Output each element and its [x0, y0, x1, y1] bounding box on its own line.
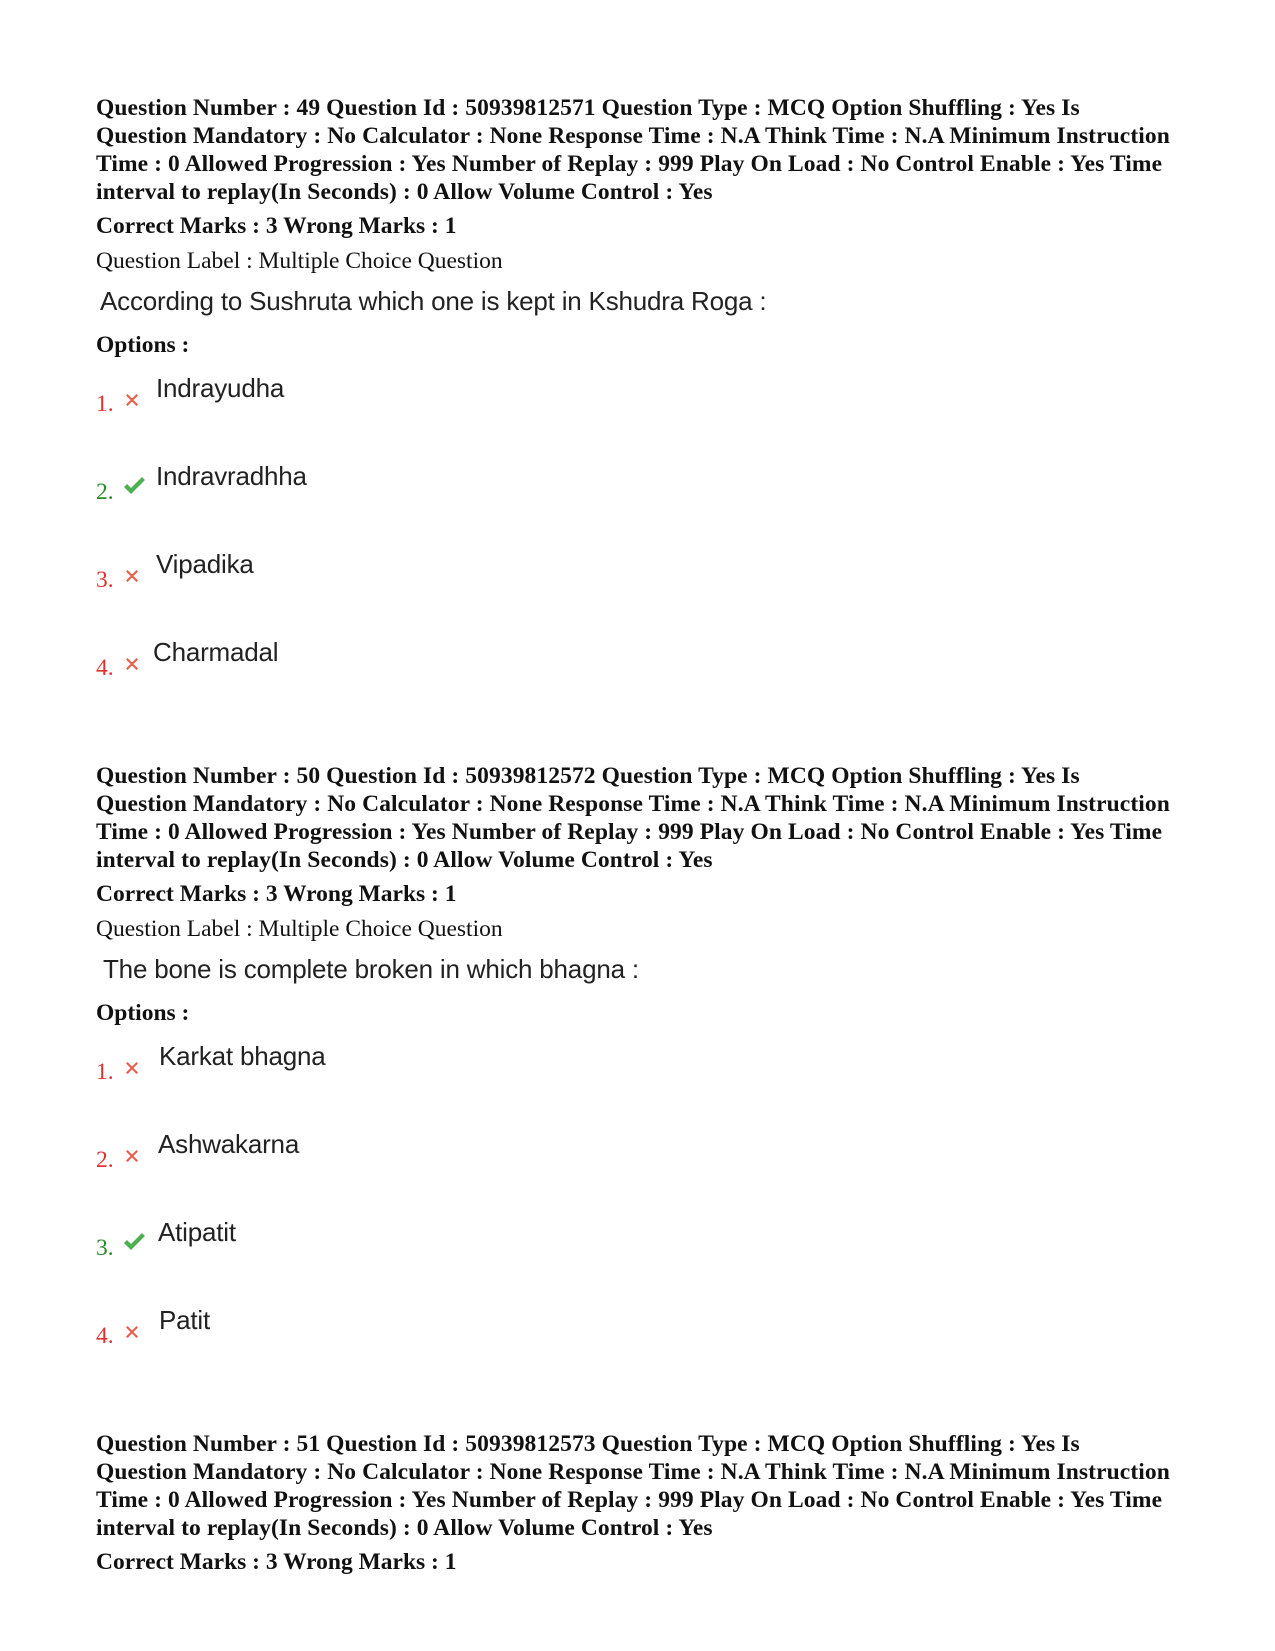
option-text: Charmadal — [153, 637, 279, 667]
option-item — [96, 549, 1176, 637]
question-marks: Correct Marks : 3 Wrong Marks : 1 — [96, 881, 457, 907]
option-number: 1. — [96, 391, 114, 417]
option-item — [96, 1129, 1176, 1217]
question-meta: Question Number : 50 Question Id : 50939812572 Question Type : MCQ Option Shuffling : Yes Is Question Mandatory : No Calculator : None Response Time : N.A Think Time : N.A Minimum Instruction Time : 0 Allowed Progression : Yes Number of Replay : 999 Play On Load : No Control Enable : Yes Time interval to replay(In Seconds) : 0 Allow Volume Control : Yes — [96, 763, 1170, 873]
option-text: Karkat bhagna — [159, 1041, 326, 1071]
option-text: Ashwakarna — [158, 1129, 300, 1159]
option-number: 3. — [96, 567, 114, 593]
check-icon — [122, 1231, 146, 1253]
option-item — [96, 1041, 1176, 1129]
question-block-50 — [96, 762, 1176, 1393]
question-marks: Correct Marks : 3 Wrong Marks : 1 — [96, 213, 457, 239]
option-item — [96, 637, 1176, 725]
option-item — [96, 373, 1176, 461]
option-text: Indrayudha — [156, 373, 285, 403]
options-heading: Options : — [96, 1000, 190, 1026]
question-meta: Question Number : 51 Question Id : 50939812573 Question Type : MCQ Option Shuffling : Yes Is Question Mandatory : No Calculator : None Response Time : N.A Think Time : N.A Minimum Instruction Time : 0 Allowed Progression : Yes Number of Replay : 999 Play On Load : No Control Enable : Yes Time interval to replay(In Seconds) : 0 Allow Volume Control : Yes — [96, 1431, 1170, 1541]
cross-icon — [122, 566, 142, 586]
cross-icon — [122, 1146, 142, 1166]
question-marks: Correct Marks : 3 Wrong Marks : 1 — [96, 1549, 457, 1575]
cross-icon — [122, 390, 142, 410]
option-item — [96, 1305, 1176, 1393]
cross-icon — [122, 654, 142, 674]
question-block-51 — [96, 1430, 1176, 1576]
option-item — [96, 1217, 1176, 1305]
question-meta: Question Number : 49 Question Id : 50939812571 Question Type : MCQ Option Shuffling : Yes Is Question Mandatory : No Calculator : None Response Time : N.A Think Time : N.A Minimum Instruction Time : 0 Allowed Progression : Yes Number of Replay : 999 Play On Load : No Control Enable : Yes Time interval to replay(In Seconds) : 0 Allow Volume Control : Yes — [96, 95, 1170, 205]
cross-icon — [122, 1058, 142, 1078]
option-number: 4. — [96, 655, 114, 681]
check-icon — [122, 475, 146, 497]
question-label: Question Label : Multiple Choice Question — [96, 916, 503, 942]
question-block-49 — [96, 94, 1176, 725]
options-heading: Options : — [96, 332, 190, 358]
options-list — [96, 1041, 1176, 1393]
option-number: 2. — [96, 1147, 114, 1173]
option-number: 3. — [96, 1235, 114, 1261]
options-list — [96, 373, 1176, 725]
question-text: The bone is complete broken in which bhagna : — [103, 954, 639, 984]
option-number: 2. — [96, 479, 114, 505]
question-text: According to Sushruta which one is kept in Kshudra Roga : — [100, 286, 767, 316]
option-number: 4. — [96, 1323, 114, 1349]
option-text: Patit — [159, 1305, 211, 1335]
question-label: Question Label : Multiple Choice Question — [96, 248, 503, 274]
option-item — [96, 461, 1176, 549]
option-number: 1. — [96, 1059, 114, 1085]
option-text: Indravradhha — [156, 461, 307, 491]
option-text: Atipatit — [158, 1217, 236, 1247]
cross-icon — [122, 1322, 142, 1342]
option-text: Vipadika — [156, 549, 254, 579]
